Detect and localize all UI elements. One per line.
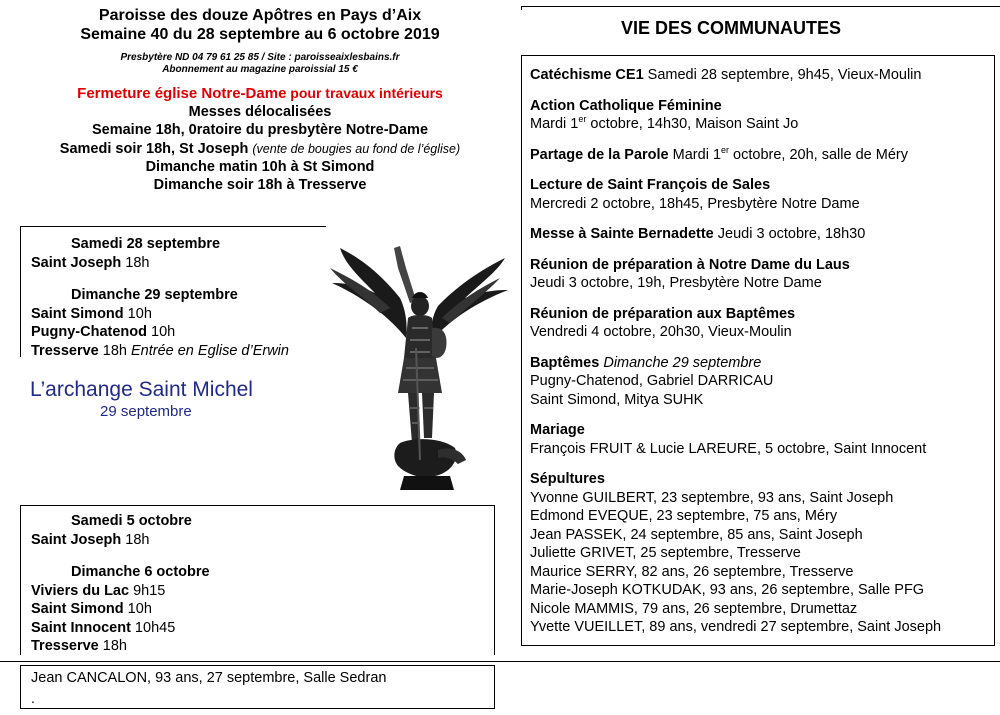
list-item: Jean PASSEK, 24 septembre, 85 ans, Saint Joseph [530,526,863,543]
week1-saturday-head: Samedi 28 septembre [71,236,221,252]
mass-place: Saint Joseph [31,531,122,548]
mass-note: Entrée en Eglise d’Erwin [130,342,289,359]
communautes-box [521,55,995,646]
event-text: Mardi 1 [668,146,722,163]
event-sup: er [721,144,730,155]
schedule-row [31,323,289,342]
masses-sunday-evening: Dimanche soir 18h à Tresserve [153,177,367,194]
week-title: Semaine 40 du 28 septembre au 6 octobre 2019 [80,26,440,43]
event-head: Sépultures [530,471,605,487]
schedule-row [31,342,289,361]
masses-saturday-note: (vente de bougies au fond de l’église) [252,141,461,156]
mass-place: Viviers du Lac [31,582,130,599]
right-top-rule [521,6,1000,10]
schedule-row [31,600,210,619]
mass-time: 10h45 [130,619,176,636]
event-text: Samedi 28 septembre, 9h45, Vieux-Moulin [643,67,922,83]
mass-time: 10h [123,601,152,617]
mass-place: Saint Simond [31,601,124,617]
closure-notice [20,84,500,103]
bottom-note-text: Jean CANCALON, 93 ans, 27 septembre, Salle Sedran [31,670,387,686]
closure-rest: pour travaux intérieurs [286,85,443,101]
event-text: Mercredi 2 octobre, 18h45, Presbytère Notre Dame [530,195,860,212]
archange-title: L’archange Saint Michel [30,378,253,401]
list-item: Nicole MAMMIS, 79 ans, 26 septembre, Drumettaz [530,600,858,617]
event-mariage [530,421,941,458]
masses-week: Semaine 18h, 0ratoire du presbytère Notre-Dame [91,122,429,139]
event-sup: er [578,114,587,125]
event-messe-bernadette [530,225,941,244]
event-laus [530,256,941,293]
list-item: Marie-Joseph KOTKUDAK, 93 ans, 26 septembre, Salle PFG [530,582,925,598]
masses-sunday-morning: Dimanche matin 10h à St Simond [145,158,375,175]
mass-time: 9h15 [129,582,166,599]
event-head: Baptêmes [530,354,600,371]
list-item: Yvonne GUILBERT, 23 septembre, 93 ans, Saint Joseph [530,489,894,506]
list-item: Juliette GRIVET, 25 septembre, Tresserve [530,545,801,561]
event-text: octobre, 14h30, Maison Saint Jo [586,116,799,132]
bulletin-header [20,6,500,194]
event-acf [530,97,941,134]
list-item: Edmond EVEQUE, 23 septembre, 75 ans, Méry [530,508,838,524]
event-text: François FRUIT & Lucie LAREURE, 5 octobre, Saint Innocent [530,440,927,457]
mass-place: Tresserve [31,342,99,359]
masses-saturday-text: Samedi soir 18h, St Joseph [59,140,253,157]
event-head: Réunion de préparation aux Baptêmes [530,305,796,322]
bottom-note-box [20,665,495,709]
magazine-subscription: Abonnement au magazine paroissial 15 € [162,64,358,75]
mass-time: 18h [121,254,150,271]
mass-time: 10h [147,324,176,340]
week2-sunday-head: Dimanche 6 octobre [71,564,210,580]
list-item: Yvette VUEILLET, 89 ans, vendredi 27 septembre, Saint Joseph [530,619,942,635]
mass-place: Saint Innocent [31,619,131,636]
schedule-row [31,254,289,273]
communautes-title: VIE DES COMMUNAUTES [620,18,842,38]
event-text: Mardi 1 [530,116,579,132]
schedule-row [31,531,210,550]
event-baptemes-prep [530,305,941,342]
event-baptemes [530,354,941,410]
mass-place: Tresserve [31,638,99,654]
bottom-divider [0,661,1000,662]
event-partage [530,146,941,165]
event-head: Mariage [530,422,585,438]
event-text: octobre, 20h, salle de Méry [729,146,908,163]
mass-time: 10h [123,305,152,322]
event-head: Réunion de préparation à Notre Dame du Laus [530,256,850,273]
week1-sunday-head: Dimanche 29 septembre [71,287,238,303]
event-head: Partage de la Parole [530,146,669,163]
presbytery-contact: Presbytère ND 04 79 61 25 85 / Site : paroisseaixlesbains.fr [120,52,400,63]
list-item: Saint Simond, Mitya SUHK [530,391,704,408]
mass-time: 18h [121,531,150,548]
closure-main: Fermeture église Notre-Dame [77,85,287,102]
event-text: Vendredi 4 octobre, 20h30, Vieux-Moulin [530,324,792,340]
week2-saturday-head: Samedi 5 octobre [71,513,192,529]
event-text: Jeudi 3 octobre, 19h, Presbytère Notre Dame [530,275,822,291]
event-head: Lecture de Saint François de Sales [530,177,771,193]
schedule-row [31,582,210,601]
masses-saturday [20,140,500,158]
event-text: Jeudi 3 octobre, 18h30 [713,226,866,242]
mass-time: 18h [98,638,127,654]
archangel-michel-statue-icon [320,228,510,498]
schedule-row [31,305,289,324]
mass-place: Saint Joseph [31,254,122,271]
mass-place: Pugny-Chatenod [31,324,147,340]
event-head: Messe à Sainte Bernadette [530,226,714,242]
masses-title: Messes délocalisées [188,104,332,120]
event-head: Action Catholique Féminine [530,97,722,114]
mass-place: Saint Simond [31,305,124,322]
week2-schedule-box [20,505,495,655]
archange-feast [20,377,320,421]
event-catechisme [530,66,941,85]
schedule-row [31,619,210,638]
event-head: Catéchisme CE1 [530,67,644,83]
schedule-row [31,637,210,656]
archange-date: 29 septembre [100,403,192,420]
event-sepultures [530,470,941,637]
event-lecture [530,176,941,213]
bottom-note-dot: . [31,690,35,706]
list-item: Maurice SERRY, 82 ans, 26 septembre, Tresserve [530,563,854,580]
mass-time: 18h [98,342,131,359]
event-date: Dimanche 29 septembre [599,354,762,371]
parish-title: Paroisse des douze Apôtres en Pays d’Aix [98,7,422,24]
list-item: Pugny-Chatenod, Gabriel DARRICAU [530,373,774,389]
week1-schedule-box [20,226,325,357]
